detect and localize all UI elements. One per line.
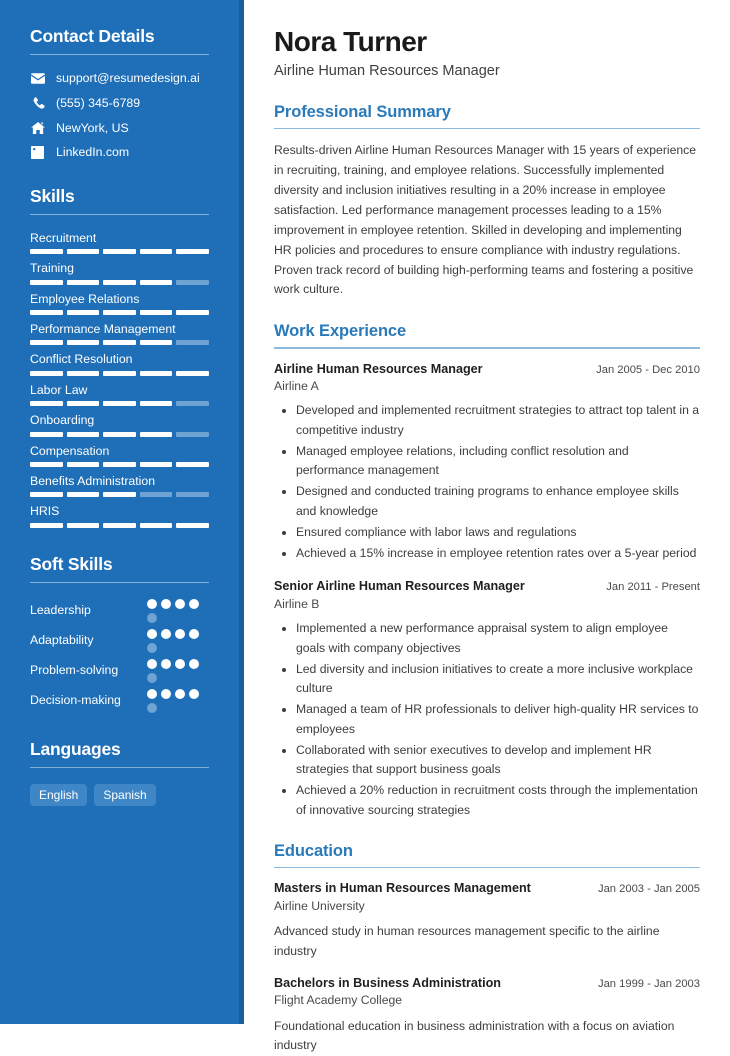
skill-level-bar xyxy=(30,280,209,285)
education-heading: Education xyxy=(274,841,353,860)
experience-bullet-list xyxy=(274,401,700,563)
skill-bar-segment xyxy=(176,432,209,437)
soft-skill-label: Adaptability xyxy=(30,632,94,647)
soft-skill-item xyxy=(30,629,209,653)
entry-header xyxy=(274,361,700,377)
education-entry xyxy=(274,880,700,961)
soft-skill-label: Decision-making xyxy=(30,692,121,707)
education-school: Flight Academy College xyxy=(274,993,403,1008)
skill-bar-segment xyxy=(176,249,209,254)
skill-item xyxy=(30,292,209,315)
experience-bullet: • Achieved a 20% reduction in recruitment costs through the implementation of innovative sourcing strategies xyxy=(296,781,700,820)
home-icon xyxy=(30,122,45,134)
rating-dot xyxy=(175,689,185,699)
experience-title: Airline Human Resources Manager xyxy=(274,361,483,376)
skill-label: Benefits Administration xyxy=(30,473,156,488)
envelope-icon xyxy=(30,73,45,84)
skill-bar-segment xyxy=(103,462,136,467)
skill-bar-segment xyxy=(140,401,173,406)
job-role-subtitle: Airline Human Resources Manager xyxy=(274,63,500,80)
contact-list xyxy=(30,71,209,160)
professional-summary-section xyxy=(274,103,700,300)
contact-item[interactable] xyxy=(30,145,209,160)
skill-level-bar xyxy=(30,523,209,528)
skill-bar-segment xyxy=(30,523,63,528)
skill-bar-segment xyxy=(176,280,209,285)
rating-dot xyxy=(161,629,171,639)
skill-bar-segment xyxy=(140,280,173,285)
entry-header xyxy=(274,578,700,594)
skill-item xyxy=(30,413,209,436)
rating-dot xyxy=(161,689,171,699)
soft-skill-label: Leadership xyxy=(30,602,91,617)
skill-bar-segment xyxy=(30,492,63,497)
section-divider xyxy=(274,347,700,348)
experience-bullet: • Collaborated with senior executives to develop and implement HR strategies that support business goals xyxy=(296,741,700,780)
heading-divider xyxy=(30,767,209,768)
skill-bar-segment xyxy=(30,310,63,315)
contact-item[interactable] xyxy=(30,96,209,111)
rating-dot xyxy=(147,613,157,623)
soft-skill-rating xyxy=(147,659,209,683)
skill-item xyxy=(30,444,209,467)
soft-skill-item xyxy=(30,659,209,683)
rating-dot xyxy=(147,673,157,683)
contact-item-text: NewYork, US xyxy=(56,120,129,135)
skill-bar-segment xyxy=(103,280,136,285)
experience-company: Airline B xyxy=(274,596,320,611)
experience-bullet: • Achieved a 15% increase in employee retention rates over a 5-year period xyxy=(296,544,700,563)
professional-summary-heading: Professional Summary xyxy=(274,103,451,122)
entry-header xyxy=(274,975,700,991)
skill-bar-segment xyxy=(176,462,209,467)
heading-divider xyxy=(30,214,209,215)
rating-dot xyxy=(189,599,199,609)
soft-skill-rating xyxy=(147,689,209,713)
skill-bar-segment xyxy=(67,249,100,254)
skill-bar-segment xyxy=(176,492,209,497)
page-title: Nora Turner xyxy=(274,26,427,57)
skill-bar-segment xyxy=(103,523,136,528)
rating-dot xyxy=(175,659,185,669)
rating-dot xyxy=(189,689,199,699)
experience-bullet-list xyxy=(274,619,700,820)
experience-bullet: • Managed a team of HR professionals to deliver high-quality HR services to employees xyxy=(296,700,700,739)
skill-bar-segment xyxy=(140,249,173,254)
experience-date-range: Jan 2005 - Dec 2010 xyxy=(596,363,700,376)
skill-bar-segment xyxy=(140,492,173,497)
work-experience-list xyxy=(274,361,700,820)
skill-bar-segment xyxy=(30,340,63,345)
contact-details-section xyxy=(30,26,209,160)
skill-bar-segment xyxy=(67,280,100,285)
heading-divider xyxy=(30,582,209,583)
heading-divider xyxy=(30,54,209,55)
experience-company: Airline A xyxy=(274,378,319,393)
rating-dot xyxy=(175,629,185,639)
skill-bar-segment xyxy=(176,340,209,345)
skill-item xyxy=(30,504,209,527)
soft-skill-item xyxy=(30,689,209,713)
skill-bar-segment xyxy=(67,432,100,437)
skill-label: Labor Law xyxy=(30,382,88,397)
skill-bar-segment xyxy=(103,432,136,437)
skill-level-bar xyxy=(30,401,209,406)
skill-bar-segment xyxy=(140,462,173,467)
skill-label: Performance Management xyxy=(30,322,176,337)
rating-dot xyxy=(147,599,157,609)
professional-summary-text: Results-driven Airline Human Resources Manager with 15 years of experience in recruiting, training, and employee relations. Successfully implemented diversity and inclusion initiatives resulting in a 20% increase in employee satisfaction. Led performance management processes leading to a 15% improvement in employee retention. Skilled in developing and implementing HR policies and procedures to ensure compliance with industry regulations. Proven track record of building high-performing teams and fostering a positive work culture. xyxy=(274,143,697,297)
rating-dot xyxy=(189,629,199,639)
entry-header xyxy=(274,880,700,896)
soft-skill-item xyxy=(30,599,209,623)
experience-bullet: • Managed employee relations, including conflict resolution and performance management xyxy=(296,442,700,481)
education-date-range: Jan 1999 - Jan 2003 xyxy=(597,978,700,991)
education-degree: Masters in Human Resources Management xyxy=(274,881,531,896)
skill-item xyxy=(30,231,209,254)
experience-entry xyxy=(274,578,700,819)
experience-bullet: • Led diversity and inclusion initiatives to create a more inclusive workplace culture xyxy=(296,660,700,699)
sidebar xyxy=(0,0,244,1024)
language-tag[interactable]: English xyxy=(30,784,87,806)
skill-level-bar xyxy=(30,310,209,315)
contact-item-text: LinkedIn.com xyxy=(56,145,130,160)
experience-title: Senior Airline Human Resources Manager xyxy=(274,579,525,594)
contact-details-heading: Contact Details xyxy=(30,26,155,46)
skill-bar-segment xyxy=(67,340,100,345)
skill-item xyxy=(30,352,209,375)
rating-dot xyxy=(175,599,185,609)
phone-icon xyxy=(30,97,45,110)
skill-bar-segment xyxy=(140,523,173,528)
skill-level-bar xyxy=(30,492,209,497)
linkedin-icon xyxy=(30,146,45,159)
skill-item xyxy=(30,261,209,284)
skill-item xyxy=(30,383,209,406)
skill-bar-segment xyxy=(176,401,209,406)
soft-skill-label: Problem-solving xyxy=(30,662,119,677)
rating-dot xyxy=(147,703,157,713)
experience-bullet: • Developed and implemented recruitment strategies to attract top talent in a competitive industry xyxy=(296,401,700,440)
skill-bar-segment xyxy=(30,249,63,254)
soft-skills-list xyxy=(30,599,209,713)
skill-bar-segment xyxy=(67,371,100,376)
education-list xyxy=(274,880,700,1056)
experience-bullet: • Ensured compliance with labor laws and regulations xyxy=(296,523,700,542)
skill-bar-segment xyxy=(140,340,173,345)
soft-skill-rating xyxy=(147,629,209,653)
rating-dot xyxy=(189,659,199,669)
experience-bullet: • Designed and conducted training programs to enhance employee skills and knowledge xyxy=(296,482,700,521)
language-tag-list xyxy=(30,784,209,806)
skill-bar-segment xyxy=(140,432,173,437)
section-divider xyxy=(274,867,700,868)
skill-label: HRIS xyxy=(30,504,60,519)
skill-bar-segment xyxy=(140,310,173,315)
skill-bar-segment xyxy=(30,371,63,376)
main-content xyxy=(244,0,730,1053)
rating-dot xyxy=(147,689,157,699)
skill-label: Onboarding xyxy=(30,413,95,428)
education-description: Foundational education in business administration with a focus on aviation industry xyxy=(274,1018,675,1053)
experience-entry xyxy=(274,361,700,564)
skill-bar-segment xyxy=(103,310,136,315)
experience-bullet: • Implemented a new performance appraisal system to align employee goals with company objectives xyxy=(296,619,700,658)
skill-label: Recruitment xyxy=(30,231,97,245)
languages-section xyxy=(30,739,209,806)
contact-item-text: (555) 345-6789 xyxy=(56,95,141,110)
skill-level-bar xyxy=(30,371,209,376)
skill-bar-segment xyxy=(67,462,100,467)
skill-bar-segment xyxy=(67,310,100,315)
section-divider xyxy=(274,128,700,129)
skill-bar-segment xyxy=(103,401,136,406)
skill-level-bar xyxy=(30,462,209,467)
experience-date-range: Jan 2011 - Present xyxy=(606,581,700,594)
education-description: Advanced study in human resources management specific to the airline industry xyxy=(274,923,660,958)
language-tag[interactable]: Spanish xyxy=(94,784,155,806)
skill-bar-segment xyxy=(30,432,63,437)
contact-item[interactable] xyxy=(30,121,209,136)
skill-bar-segment xyxy=(67,401,100,406)
skill-item xyxy=(30,474,209,497)
skill-bar-segment xyxy=(176,371,209,376)
skill-bar-segment xyxy=(30,462,63,467)
skills-heading: Skills xyxy=(30,186,75,206)
skill-label: Employee Relations xyxy=(30,291,140,306)
soft-skills-heading: Soft Skills xyxy=(30,553,113,574)
soft-skills-section xyxy=(30,554,209,713)
education-degree: Bachelors in Business Administration xyxy=(274,976,501,991)
skill-bar-segment xyxy=(103,340,136,345)
skill-bar-segment xyxy=(103,371,136,376)
skill-bar-segment xyxy=(30,401,63,406)
skill-bar-segment xyxy=(30,280,63,285)
skill-bar-segment xyxy=(67,523,100,528)
skill-level-bar xyxy=(30,432,209,437)
education-section xyxy=(274,842,700,1056)
skill-bar-segment xyxy=(103,492,136,497)
rating-dot xyxy=(147,659,157,669)
education-entry xyxy=(274,975,700,1056)
soft-skill-rating xyxy=(147,599,209,623)
work-experience-section xyxy=(274,322,700,820)
education-date-range: Jan 2003 - Jan 2005 xyxy=(597,883,700,896)
skills-section xyxy=(30,186,209,528)
skill-label: Training xyxy=(30,261,74,276)
rating-dot xyxy=(161,599,171,609)
contact-item[interactable] xyxy=(30,71,209,86)
skills-list xyxy=(30,231,209,528)
skill-label: Compensation xyxy=(30,443,110,458)
education-school: Airline University xyxy=(274,898,365,913)
skill-bar-segment xyxy=(176,523,209,528)
work-experience-heading: Work Experience xyxy=(274,322,407,341)
rating-dot xyxy=(147,629,157,639)
skill-bar-segment xyxy=(140,371,173,376)
skill-item xyxy=(30,322,209,345)
rating-dot xyxy=(147,643,157,653)
skill-level-bar xyxy=(30,249,209,254)
skill-bar-segment xyxy=(67,492,100,497)
skill-bar-segment xyxy=(176,310,209,315)
skill-level-bar xyxy=(30,340,209,345)
skill-label: Conflict Resolution xyxy=(30,352,133,367)
rating-dot xyxy=(161,659,171,669)
languages-heading: Languages xyxy=(30,738,121,759)
skill-bar-segment xyxy=(103,249,136,254)
contact-item-text: support@resumedesign.ai xyxy=(56,71,200,85)
